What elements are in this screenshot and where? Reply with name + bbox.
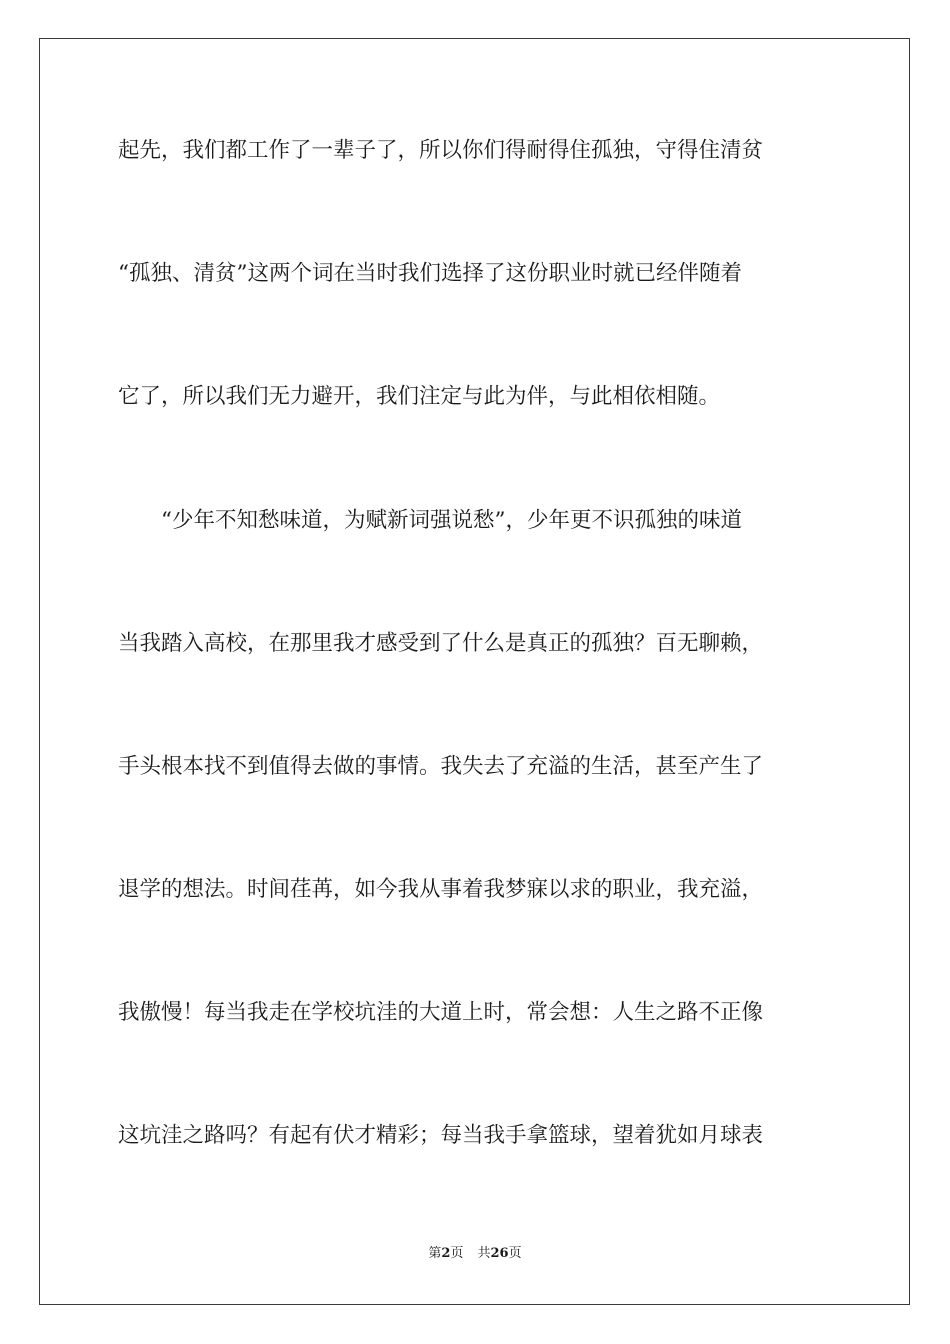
page-suffix: 页 (450, 1246, 464, 1261)
body-text-line-4: “少年不知愁味道，为赋新词强说愁”，少年更不识孤独的味道 (161, 508, 742, 533)
page-border (39, 38, 910, 1305)
body-text-line-5: 当我踏入高校，在那里我才感受到了什么是真正的孤独？百无聊赖， (118, 631, 764, 656)
total-pages: 26 (490, 1246, 509, 1261)
page-number: 2 (441, 1246, 451, 1261)
body-text-line-6: 手头根本找不到值得去做的事情。我失去了充溢的生活，甚至产生了 (118, 754, 764, 779)
page-prefix: 第 (428, 1246, 442, 1261)
body-text-line-2: “孤独、清贫”这两个词在当时我们选择了这份职业时就已经伴随着 (118, 261, 742, 286)
body-text-line-8: 我傲慢！每当我走在学校坑洼的大道上时，常会想：人生之路不正像 (118, 1000, 764, 1025)
body-text-line-3: 它了，所以我们无力避开，我们注定与此为伴，与此相依相随。 (118, 384, 721, 409)
total-prefix: 共 (477, 1246, 491, 1261)
total-suffix: 页 (508, 1246, 522, 1261)
body-text-line-1: 起先，我们都工作了一辈子了，所以你们得耐得住孤独，守得住清贫 (118, 138, 764, 163)
body-text-line-9: 这坑洼之路吗？有起有伏才精彩；每当我手拿篮球，望着犹如月球表 (118, 1123, 764, 1148)
body-text-line-7: 退学的想法。时间荏苒，如今我从事着我梦寐以求的职业，我充溢， (118, 877, 764, 902)
page-footer (0, 1246, 950, 1262)
